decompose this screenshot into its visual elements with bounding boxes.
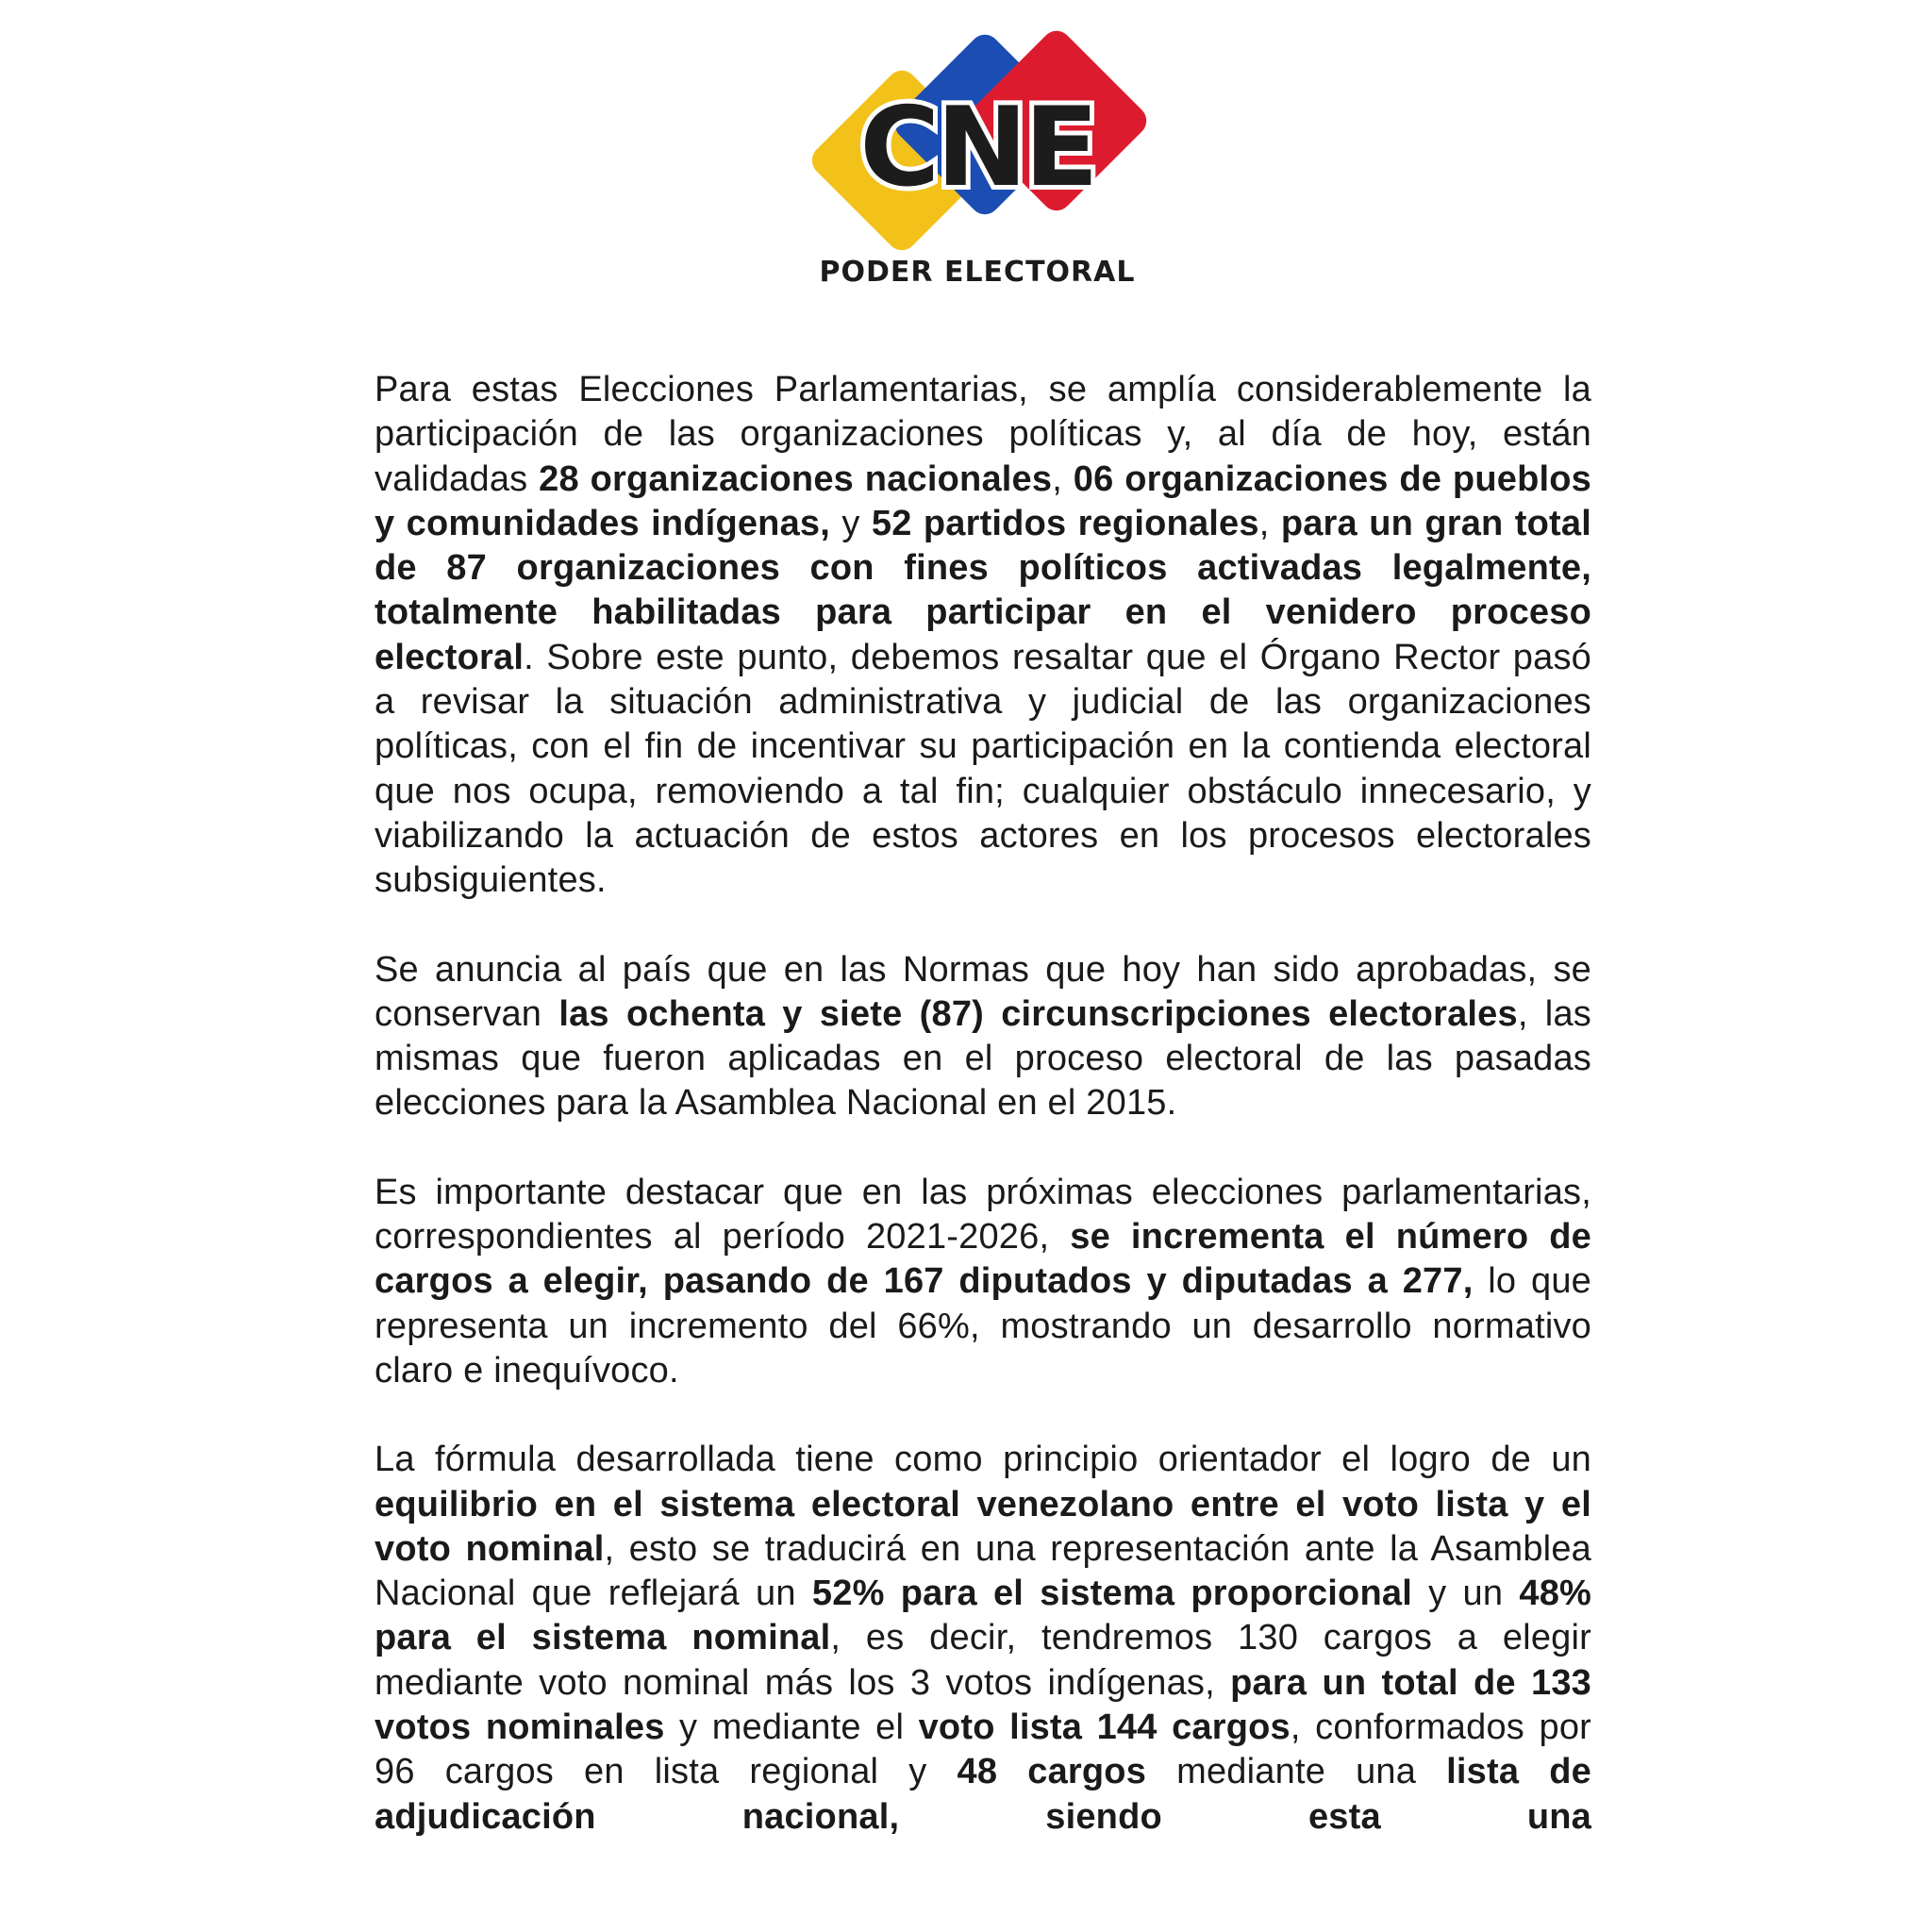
cne-logo — [791, 21, 1168, 294]
text-run: , conformados por 96 cargos en lista regional y — [375, 1707, 1592, 1792]
bold-text-run: para un total de 133 votos nominales — [375, 1662, 1592, 1748]
cne-logo-graphic — [791, 21, 1168, 294]
text-run: y — [830, 503, 872, 543]
bold-text-run: equilibrio en el sistema electoral venezolano entre el voto lista y el voto nominal — [375, 1484, 1591, 1569]
paragraph-circumscriptions — [375, 948, 1591, 1126]
logo-wordmark: CNE — [859, 84, 1095, 211]
text-run: y mediante el — [664, 1707, 919, 1748]
bold-text-run: 48% para el sistema nominal — [375, 1574, 1592, 1658]
text-run: lo que representa un incremento del 66%, mostrando un desarrollo normativo claro e inequívoco. — [375, 1261, 1591, 1391]
text-run: Es importante destacar que en las próximas elecciones parlamentarias, correspondientes al período 2021-2026, — [375, 1172, 1591, 1257]
bold-text-run: lista de adjudicación nacional, siendo esta una — [375, 1752, 1591, 1837]
bold-text-run: se incrementa el número de cargos a elegir, pasando de 167 diputados y diputadas a 277, — [375, 1217, 1591, 1302]
text-run: . Sobre este punto, debemos resaltar que el Órgano Rector pasó a revisar la situación administrativa y judicial de las organizaciones políticas, con el fin de incentivar su participación en la contienda electoral que nos ocupa, removiendo a tal fin; cualquier obstáculo innecesario, y viabilizando la actuación de estos actores en los procesos electorales subsiguientes. — [375, 637, 1591, 901]
logo-subtitle: PODER ELECTORAL — [819, 256, 1136, 289]
text-run: mediante una — [1146, 1752, 1447, 1792]
bold-text-run: 52 partidos regionales — [871, 503, 1259, 543]
paragraph-participation — [375, 368, 1591, 904]
bold-text-run: para un gran total de 87 organizaciones con fines políticos activadas legalmente, totalmente habilitadas para participar en el venidero proceso electoral — [375, 503, 1591, 677]
text-run: , las mismas que fueron aplicadas en el proceso electoral de las pasadas elecciones para la Asamblea Nacional en el 2015. — [375, 993, 1591, 1124]
bold-text-run: 52% para el sistema proporcional — [811, 1574, 1412, 1614]
bold-text-run: 28 organizaciones nacionales — [539, 458, 1053, 499]
paragraph-seat-increase — [375, 1171, 1591, 1393]
bold-text-run: 06 organizaciones de pueblos y comunidades indígenas, — [375, 458, 1591, 543]
text-run: y un — [1411, 1574, 1520, 1614]
text-run: La fórmula desarrollada tiene como principio orientador el logro de un — [375, 1440, 1591, 1480]
text-run: , es decir, tendremos 130 cargos a elegir mediante voto nominal más los 3 votos indígenas, — [375, 1618, 1591, 1703]
text-run: Se anuncia al país que en las Normas que hoy han sido aprobadas, se conservan — [375, 949, 1591, 1034]
text-run: Para estas Elecciones Parlamentarias, se amplía considerablemente la participación de las organizaciones políticas y, al día de hoy, están validadas — [375, 370, 1591, 499]
paragraph-electoral-formula — [375, 1438, 1591, 1840]
bold-text-run: 48 cargos — [957, 1752, 1147, 1792]
bold-text-run: voto lista 144 cargos — [918, 1707, 1291, 1748]
text-run: , esto se traducirá en una representación ante la Asamblea Nacional que reflejará un — [375, 1528, 1591, 1614]
text-run: , — [1258, 503, 1281, 543]
bold-text-run: las ochenta y siete (87) circunscripciones electorales — [558, 993, 1518, 1034]
document-body — [375, 368, 1591, 1884]
text-run: , — [1052, 458, 1074, 499]
